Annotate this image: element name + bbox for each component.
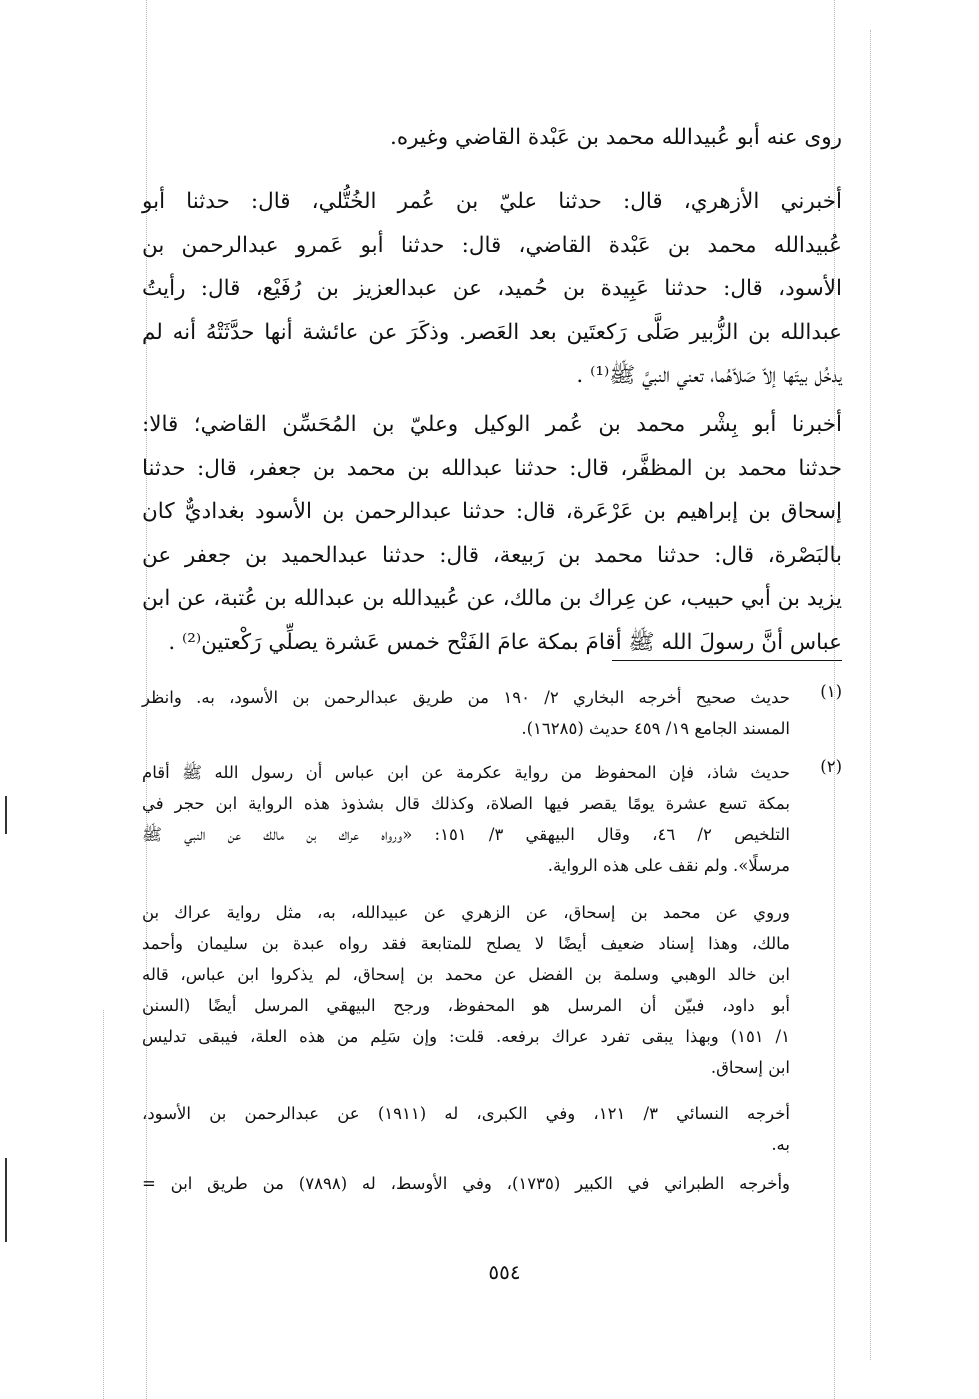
text-line: أخبرني الأزهري، قال: حدثنا عليّ بن عُمر الخُتُّلي، قال: حدثنا أبو <box>142 189 842 214</box>
footnote-line: التلخيص ٢/ ٤٦، وقال البيهقي ٣/ ١٥١: «ورواه عراك بن مالك عن النبي ﷺ <box>142 825 790 844</box>
footnote-line: أبو داود، فبيّن أن المرسل هو المحفوظ، ورجح البيهقي المرسل أيضًا (السنن <box>142 996 790 1015</box>
footnote-line: ١/ ١٥١) وبهذا يبقى تفرد عراك برفعه. قلت: وإن سَلِم من هذه العلة، فيبقى تدليس <box>142 1027 790 1046</box>
footnote-line: مالك، وهذا إسناد ضعيف أيضًا لا يصلح للمتابعة فقد رواه عبدة بن سليمان وأحمد <box>142 934 790 953</box>
footnote-line: المسند الجامع ١٩/ ٤٥٩ حديث (١٦٢٨٥). <box>521 719 790 738</box>
body-paragraph <box>142 180 842 398</box>
text-line: يدخُل بيتَها إلاّ صَلاّهُما، تعني النبيَّ ﷺ⁽¹⁾ . <box>576 363 842 388</box>
footnote-line: ابن خالد الوهبي وسلمة بن الفضل عن محمد بن إسحاق، لم يذكروا ابن عباس، قاله <box>142 965 790 984</box>
footnote-number: (١) <box>820 682 842 701</box>
footnote-separator <box>612 660 842 661</box>
text-line: إسحاق بن إبراهيم بن عَرْعَرة، قال: حدثنا عبدالرحمن بن الأسود بغداديٌّ كان <box>142 499 842 524</box>
footnote-line: وروي عن محمد بن إسحاق، عن الزهري عن عبيدالله، به، مثل رواية عراك بن <box>142 903 790 922</box>
text-line: بالبَصْرة، قال: حدثنا محمد بن رَبيعة، قال: حدثنا عبدالحميد بن جعفر عن <box>142 542 842 568</box>
scan-edge-mark <box>5 796 7 834</box>
page-number-text: ٥٥٤ <box>488 1260 521 1284</box>
footnote-line: مرسلًا». ولم نقف على هذه الرواية. <box>547 856 790 875</box>
footnote-line: بمكة تسع عشرة يومًا يقصر فيها الصلاة، وكذلك قال بشذوذ هذه الرواية ابن حجر في <box>142 794 790 813</box>
text-line: عباس أنَّ رسولَ الله ﷺ أقامَ بمكة عامَ الفَتْح خمس عَشرة يصلِّي رَكْعتين⁽²⁾ . <box>168 629 842 655</box>
text-line: أخبرنا أبو بِشْر محمد بن عُمر الوكيل وعليّ بن المُحَسِّن القاضي؛ قالا: <box>142 412 842 437</box>
footnote-line: حديث شاذ، فإن المحفوظ من رواية عكرمة عن ابن عباس أن رسول الله ﷺ أقام <box>142 763 790 782</box>
footnote-1 <box>142 682 842 744</box>
footnote-paragraph <box>142 1098 842 1160</box>
footnote-paragraph <box>142 1168 842 1199</box>
text-line: يزيد بن أبي حبيب، عن عِراك بن مالك، عن عُبيدالله بن عبدالله بن عُتبة، عن ابن <box>142 586 842 611</box>
footnote-line: ابن إسحاق. <box>710 1058 790 1077</box>
text-line: حدثنا محمد بن المظفَّر، قال: حدثنا عبدالله بن محمد بن جعفر، قال: حدثنا <box>142 455 842 481</box>
scan-dotted-line <box>103 1010 104 1399</box>
scan-dotted-line <box>870 30 871 1360</box>
text-line: روى عنه أبو عُبيدالله محمد بن عَبْدة القاضي وغيره. <box>390 125 842 150</box>
text-line: عُبيدالله محمد بن عَبْدة القاضي، قال: حدثنا أبو عَمرو عبدالرحمن بن <box>142 232 842 258</box>
page-number <box>0 1260 979 1284</box>
text-line: الأسود، قال: حدثنا عَبِيدة بن حُميد، عن عبدالعزيز بن رُفَيْع، قال: رأيتُ <box>142 276 842 301</box>
footnote-line: أخرجه النسائي ٣/ ١٢١، وفي الكبرى، له (١٩١١) عن عبدالرحمن بن الأسود، <box>142 1104 790 1123</box>
footnote-line: وأخرجه الطبراني في الكبير (١٧٣٥)، وفي الأوسط، له (٧٨٩٨) من طريق ابن = <box>142 1174 791 1193</box>
scan-edge-mark <box>5 1158 7 1242</box>
text-line: عبدالله بن الزُّبير صَلَّى رَكعتَين بعد العَصر. وذكَرَ عن عائشة أنها حدَّثَتْهُ أنه لم <box>142 319 842 345</box>
body-paragraph <box>142 403 842 664</box>
footnote-line: به. <box>771 1135 790 1154</box>
footnote-2 <box>142 757 842 881</box>
body-paragraph <box>142 116 842 160</box>
footnote-number: (٢) <box>820 757 842 776</box>
footnote-paragraph <box>142 897 842 1083</box>
footnote-line: حديث صحيح أخرجه البخاري ٢/ ١٩٠ من طريق عبدالرحمن بن الأسود، به. وانظر <box>142 688 791 707</box>
